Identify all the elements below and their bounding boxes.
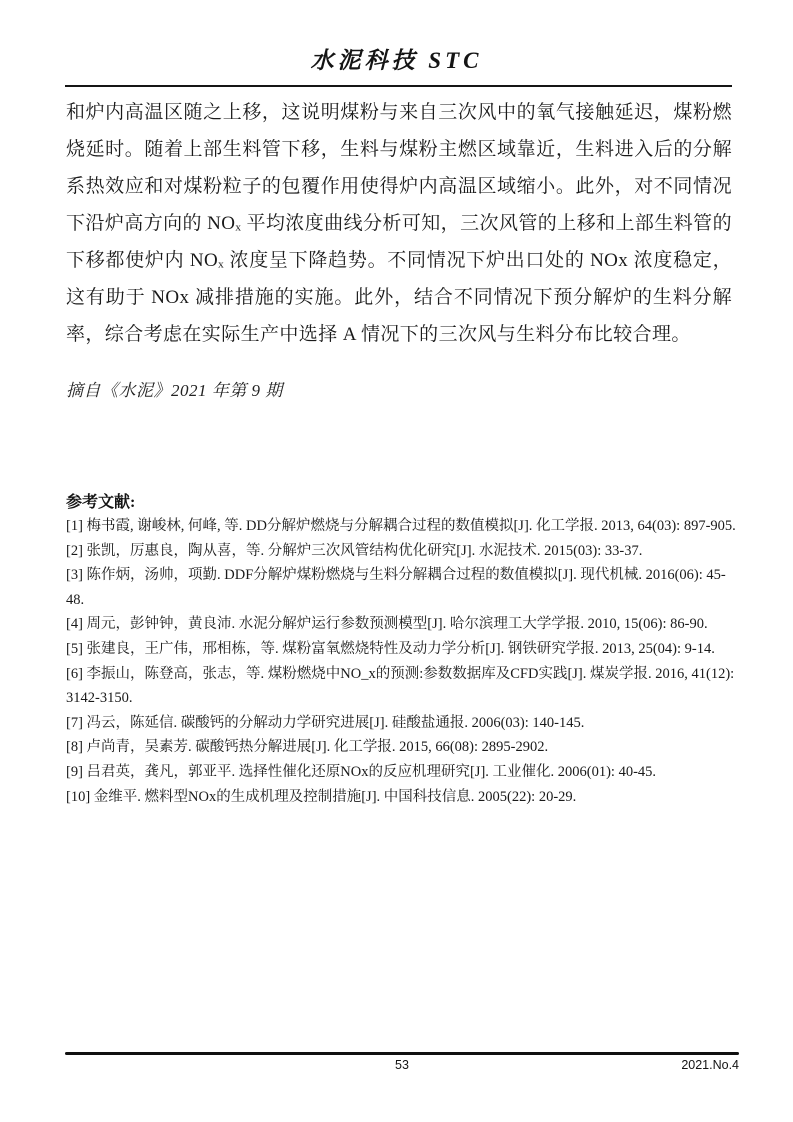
source-citation: 摘自《水泥》2021 年第 9 期 (66, 381, 283, 400)
header-rule (65, 85, 732, 87)
reference-item-9: [9] 吕君英，龚凡，郭亚平. 选择性催化还原NOx的反应机理研究[J]. 工业催化. 2006(01): 40-45. (66, 763, 657, 780)
reference-item-4: [4] 周元，彭钟钟，黄良沛. 水泥分解炉运行参数预测模型[J]. 哈尔滨理工大学学报. 2010, 15(06): 86-90. (66, 616, 708, 633)
article-body-paragraph: 和炉内高温区随之上移，这说明煤粉与来自三次风中的氧气接触延迟，煤粉燃烧延时。随着上部生料管下移，生料与煤粉主燃区域靠近，生料进入后的分解系热效应和对煤粉粒子的包覆作用使得炉内高温区域缩小。此外，对不同情况下沿炉高方向的 NOₓ 平均浓度曲线分析可知，三次风管的上移和上部生料管的下移都使炉内 NOₓ 浓度呈下降趋势。不同情况下炉出口处的 NOx 浓度稳定，这有助于 NOx 减排措施的实施。此外，结合不同情况下预分解炉的生料分解率，综合考虑在实际生产中选择 A 情况下的三次风与生料分布比较合理。 (66, 102, 732, 345)
footer-rule (65, 1052, 739, 1055)
reference-item-7: [7] 冯云，陈延信. 碳酸钙的分解动力学研究进展[J]. 硅酸盐通报. 2006(03): 140-145. (66, 714, 585, 731)
reference-item-8: [8] 卢尚青，吴素芳. 碳酸钙热分解进展[J]. 化工学报. 2015, 66(08): 2895-2902. (66, 739, 549, 756)
reference-item-6: [6] 李振山，陈登高，张志，等. 煤粉燃烧中NO_x的预测:参数数据库及CFD实践[J]. 煤炭学报. 2016, 41(12): 3142-3150. (66, 665, 735, 707)
references-list (66, 514, 740, 809)
page-number: 53 (395, 1058, 409, 1072)
reference-item-10: [10] 金维平. 燃料型NOx的生成机理及控制措施[J]. 中国科技信息. 2005(22): 20-29. (66, 788, 577, 805)
journal-title: 水泥科技 STC (310, 48, 483, 73)
references-heading: 参考文献: (66, 494, 136, 511)
reference-item-3: [3] 陈作炳，汤帅，项勤. DDF分解炉煤粉燃烧与生料分解耦合过程的数值模拟[J]. 现代机械. 2016(06): 45-48. (66, 567, 726, 608)
reference-item-5: [5] 张建良，王广伟，邢相栋，等. 煤粉富氧燃烧特性及动力学分析[J]. 钢铁研究学报. 2013, 25(04): 9-14. (66, 640, 715, 657)
reference-item-1: [1] 梅书霞, 谢峻林, 何峰, 等. DD分解炉燃烧与分解耦合过程的数值模拟[J]. 化工学报. 2013, 64(03): 897-905. (66, 518, 736, 534)
issue-label: 2021.No.4 (681, 1058, 739, 1072)
reference-item-2: [2] 张凯，厉惠良，陶从喜，等. 分解炉三次风管结构优化研究[J]. 水泥技术. 2015(03): 33-37. (66, 542, 643, 559)
